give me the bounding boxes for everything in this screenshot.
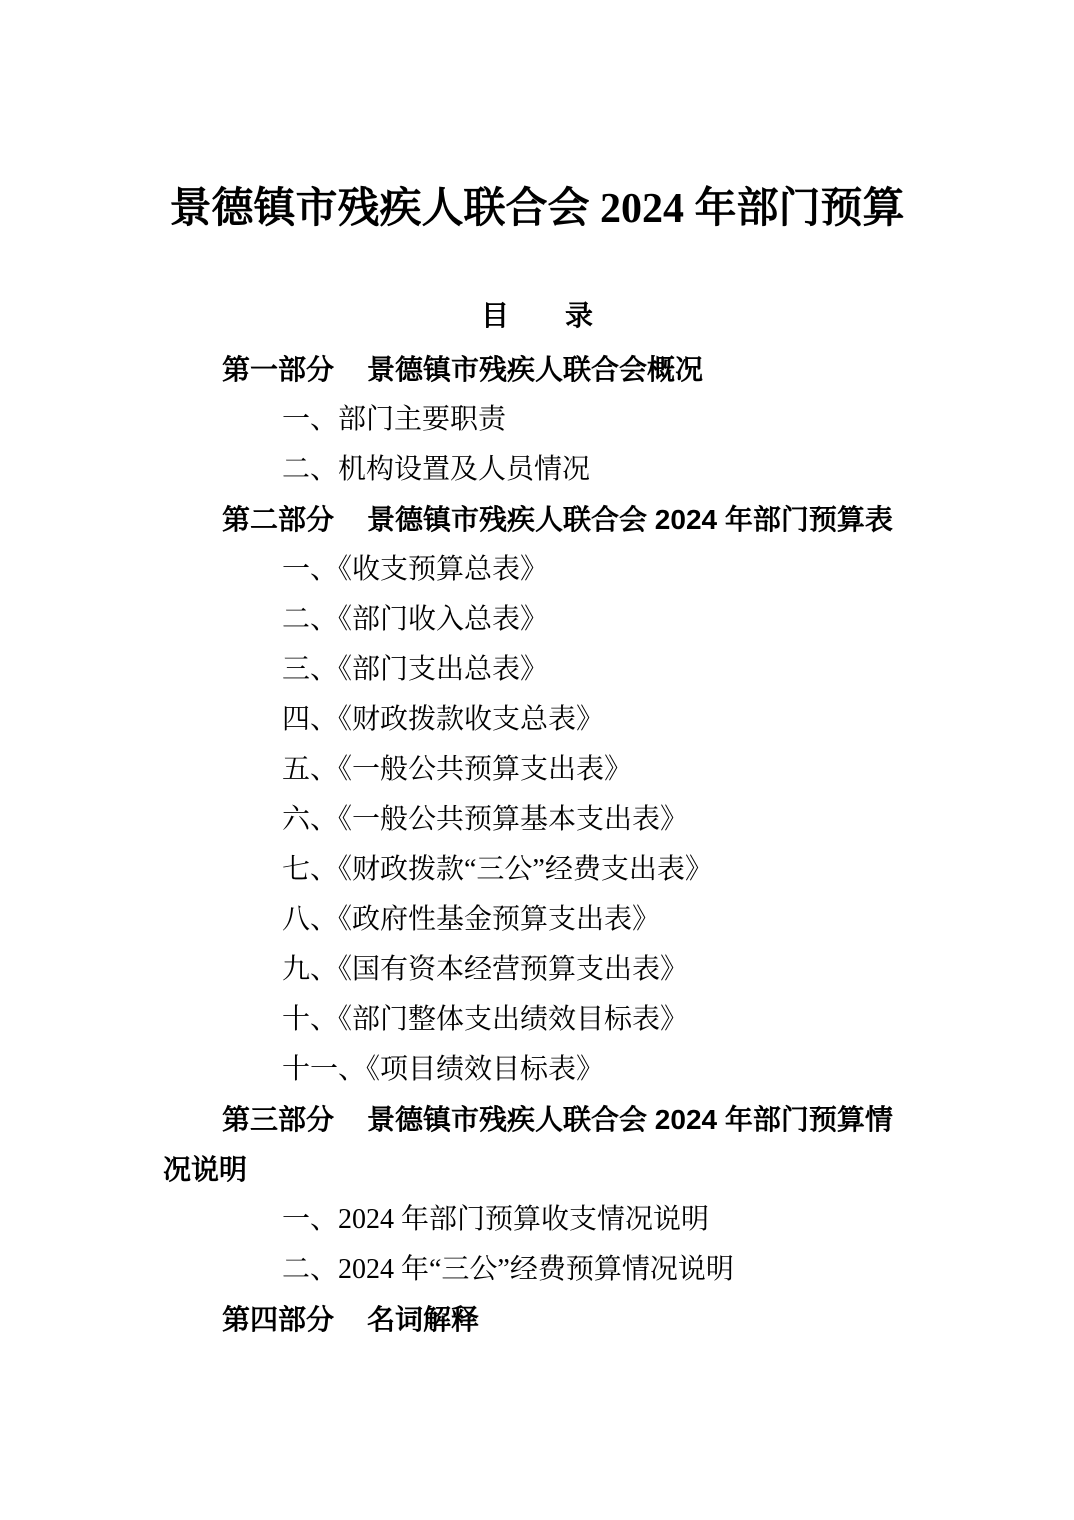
document-title: 景德镇市残疾人联合会 2024 年部门预算: [169, 186, 905, 232]
toc-section-label: 第三部分: [222, 1104, 335, 1135]
toc-item: 三、《部门支出总表》: [282, 654, 549, 685]
toc-item: 六、《一般公共预算基本支出表》: [282, 804, 689, 835]
toc-section-title: 景德镇市残疾人联合会概况: [367, 354, 704, 385]
toc-item: 一、《收支预算总表》: [282, 554, 549, 585]
toc-section-heading: [163, 345, 911, 395]
toc-section-title: 景德镇市残疾人联合会 2024 年部门预算表: [367, 504, 893, 535]
table-of-contents: [163, 345, 911, 1345]
toc-item: 十一、《项目绩效目标表》: [282, 1054, 605, 1085]
toc-section-heading-continuation: 况说明: [163, 1154, 248, 1185]
toc-item: 四、《财政拨款收支总表》: [282, 704, 605, 735]
toc-item: 二、《部门收入总表》: [282, 604, 549, 635]
toc-item: 十、《部门整体支出绩效目标表》: [282, 1004, 689, 1035]
toc-item: 一、部门主要职责: [282, 404, 507, 435]
toc-item: 二、2024 年“三公”经费预算情况说明: [282, 1254, 734, 1285]
toc-item: 八、《政府性基金预算支出表》: [282, 904, 661, 935]
toc-section-heading: [163, 495, 911, 545]
toc-section-label: 第四部分: [222, 1304, 335, 1335]
toc-section-title: 名词解释: [367, 1304, 480, 1335]
toc-item: 一、2024 年部门预算收支情况说明: [282, 1204, 710, 1235]
toc-section-label: 第二部分: [222, 504, 335, 535]
toc-item: 九、《国有资本经营预算支出表》: [282, 954, 689, 985]
toc-heading: 目 录: [480, 300, 593, 331]
toc-item: 五、《一般公共预算支出表》: [282, 754, 633, 785]
toc-section-label: 第一部分: [222, 354, 335, 385]
toc-section-title: 景德镇市残疾人联合会 2024 年部门预算情: [367, 1104, 893, 1135]
toc-item: 七、《财政拨款“三公”经费支出表》: [282, 854, 713, 885]
toc-section-heading: [163, 1295, 911, 1345]
toc-section-heading: [163, 1095, 911, 1145]
toc-item: 二、机构设置及人员情况: [282, 454, 591, 485]
